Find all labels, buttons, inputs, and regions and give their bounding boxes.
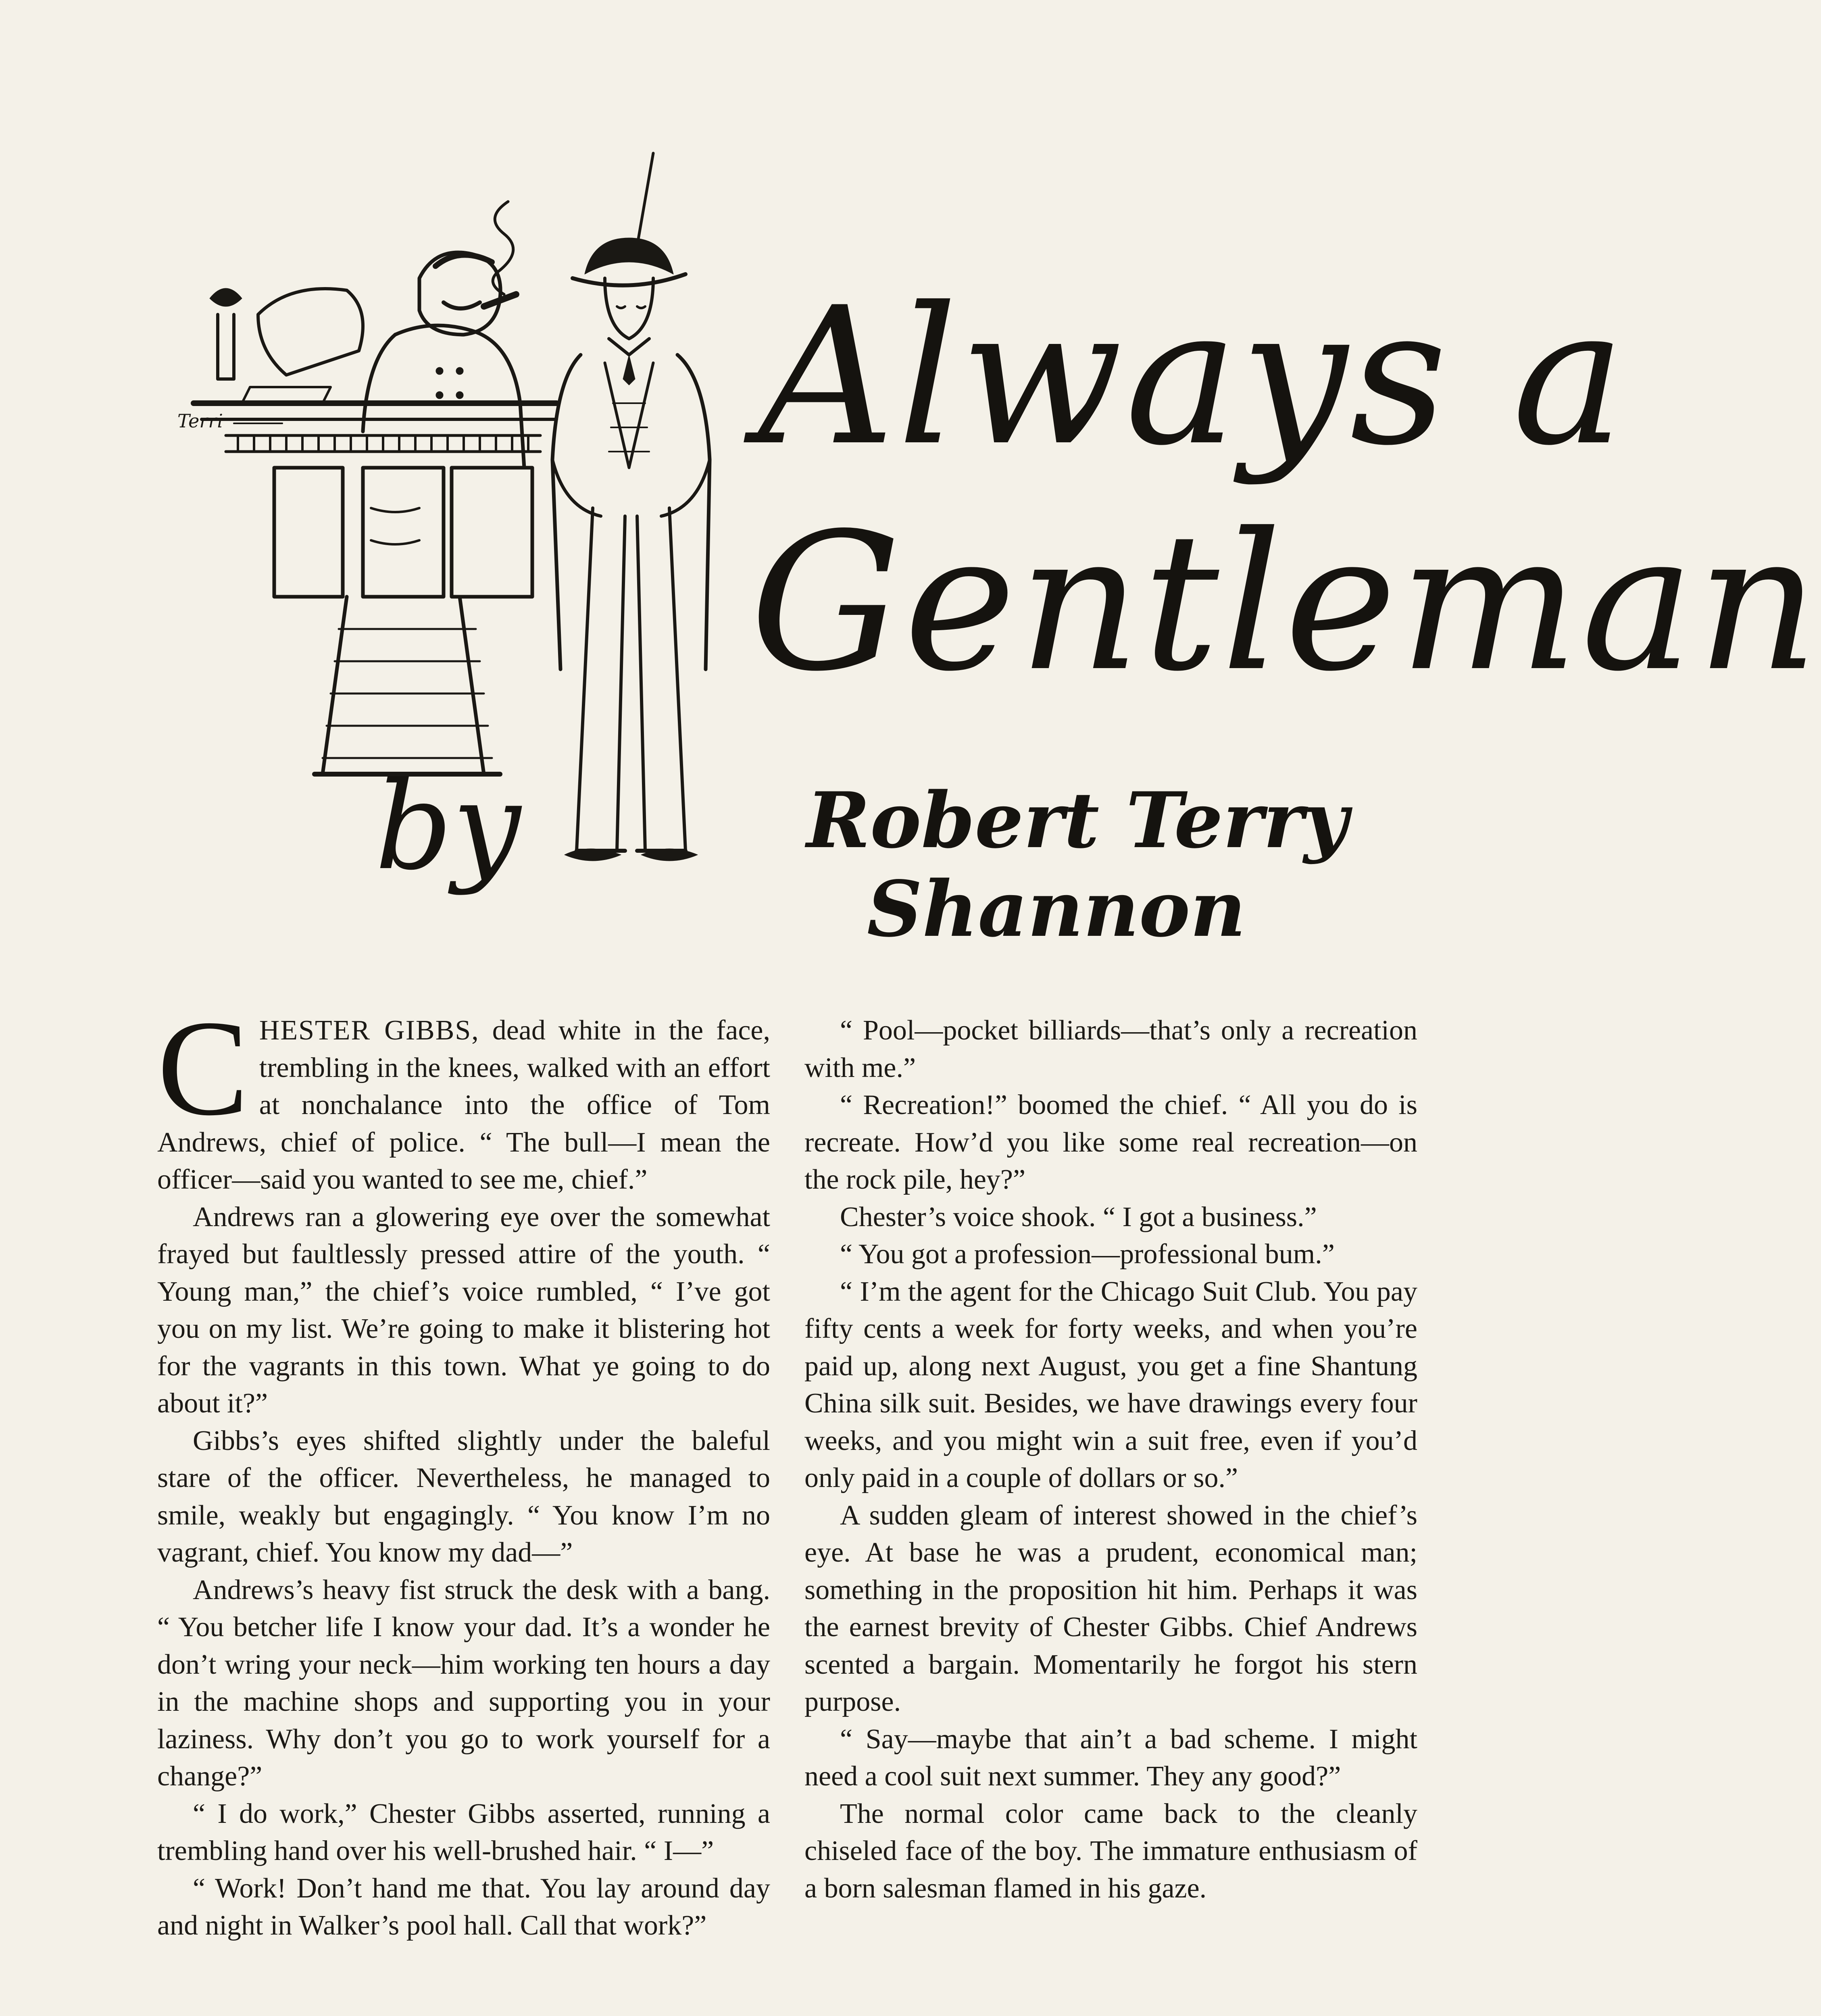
paragraph: “ Say—maybe that ain’t a bad scheme. I might need a cool suit next summer. They any good?” <box>804 1723 1417 1792</box>
author-name-line-2: Shannon <box>867 864 1246 954</box>
paragraph: Andrews ran a glowering eye over the somewhat frayed but faultlessly pressed attire of the youth. “ Young man,” the chief’s voice rumbled, “ I’ve got you on my list. We’re going to make it blistering hot for the vagrants in this town. What ye going to do about it?” <box>157 1201 770 1419</box>
illustrator-signature: Terri <box>177 410 223 432</box>
paragraph: “ I’m the agent for the Chicago Suit Club. You pay fifty cents a week for forty weeks, and when you’re paid up, along next August, you get a fine Shantung China silk suit. Besides, we have drawings every four weeks, and you might win a suit free, even if you’d only paid in a couple of dollars or so.” <box>804 1276 1417 1493</box>
byline-prefix: by <box>375 756 521 897</box>
text-column-left <box>157 992 770 1945</box>
paragraph: “ I do work,” Chester Gibbs asserted, running a trembling hand over his well-brushed hair. “ I—” <box>157 1798 770 1866</box>
paragraph: “ You got a profession—professional bum.” <box>840 1239 1335 1270</box>
paragraph: “ Pool—pocket billiards—that’s only a recreation with me.” <box>804 1015 1417 1083</box>
article-title-line-1: Always a <box>758 267 1628 487</box>
opening-paragraph-text: dead white in the face, trembling in the knees, walked with an effort at nonchalance into the office of Tom Andrews, chief of police. “ The bull—I mean the officer—said you wanted to see me, chief.” <box>157 1015 770 1195</box>
author-name-line-1: Robert Terry <box>806 775 1348 865</box>
drop-cap: C <box>157 992 249 1144</box>
opening-caps: HESTER GIBBS, <box>259 1015 479 1046</box>
article-title-line-2: Gentleman <box>750 492 1821 713</box>
paragraph: A sudden gleam of interest showed in the chief’s eye. At base he was a prudent, economical man; something in the proposition hit him. Perhaps it was the earnest brevity of Chester Gibbs. Chief Andrews scented a bargain. Momentarily he forgot his stern purpose. <box>804 1500 1417 1717</box>
paragraph: “ Work! Don’t hand me that. You lay around day and night in Walker’s pool hall. Call that work?” <box>157 1872 770 1941</box>
paragraph: “ Recreation!” boomed the chief. “ All you do is recreate. How’d you like some real recreation—on the rock pile, hey?” <box>804 1089 1417 1195</box>
paragraph: Chester’s voice shook. “ I got a business.” <box>840 1201 1317 1233</box>
paragraph: Gibbs’s eyes shifted slightly under the baleful stare of the officer. Nevertheless, he managed to smile, weakly but engagingly. “ You know I’m no vagrant, chief. You know my dad—” <box>157 1425 770 1568</box>
paragraph: The normal color came back to the cleanly chiseled face of the boy. The immature enthusiasm of a born salesman flamed in his gaze. <box>804 1798 1417 1904</box>
text-column-right <box>804 1012 1417 1907</box>
paragraph: Andrews’s heavy fist struck the desk with a bang. “ You betcher life I know your dad. It’s a wonder he don’t wring your neck—him working ten hours a day in the machine shops and supporting you in your laziness. Why don’t you go to work yourself for a change?” <box>157 1574 770 1792</box>
opening-paragraph <box>157 992 770 1199</box>
